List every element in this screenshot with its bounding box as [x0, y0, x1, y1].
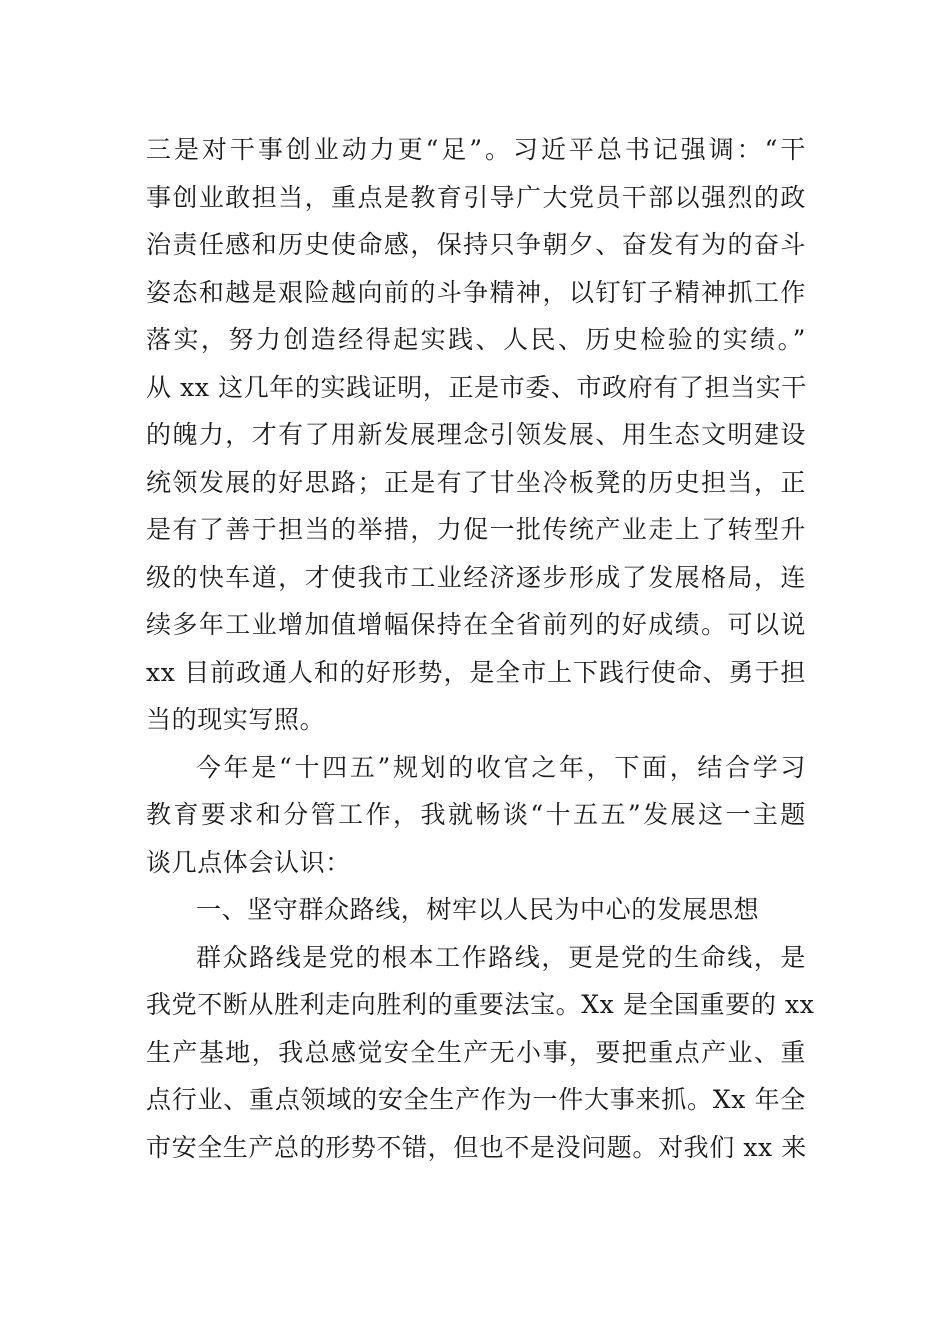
document-body	[146, 126, 815, 1171]
text-line: 统领发展的好思路；正是有了甘坐冷板凳的历史担当，正	[146, 467, 806, 497]
text-line: 三是对干事创业动力更“足”。习近平总书记强调：“干	[146, 135, 806, 164]
text-line: 级的快车道，才使我市工业经济逐步形成了发展格局，连	[146, 562, 806, 592]
text-line: 姿态和越是艰险越向前的斗争精神，以钉钉子精神抓工作	[146, 277, 806, 307]
paragraph-mass-line	[146, 934, 815, 1172]
text-line: 从 xx 这几年的实践证明，正是市委、市政府有了担当实干	[146, 372, 807, 402]
text-line: 我党不断从胜利走向胜利的重要法宝。Xx 是全国重要的 xx	[146, 990, 815, 1019]
text-line: 治责任感和历史使命感，保持只争朝夕、奋发有为的奋斗	[146, 230, 806, 259]
text-line: 续多年工业增加值增幅保持在全省前列的好成绩。可以说	[146, 610, 806, 639]
text-line: 谈几点体会认识：	[146, 847, 351, 877]
text-line: 是有了善于担当的举措，力促一批传统产业走上了转型升	[146, 515, 806, 544]
text-line: 群众路线是党的根本工作路线，更是党的生命线，是	[196, 942, 806, 972]
text-line: xx 目前政通人和的好形势，是全市上下践行使命、勇于担	[146, 657, 806, 687]
text-line: 事创业敢担当，重点是教育引导广大党员干部以强烈的政	[146, 182, 806, 212]
text-line: 市安全生产总的形势不错，但也不是没问题。对我们 xx 来	[146, 1132, 807, 1162]
text-line: 生产基地，我总感觉安全生产无小事，要把重点产业、重	[146, 1037, 806, 1067]
text-line: 教育要求和分管工作，我就畅谈“十五五”发展这一主题	[146, 800, 806, 829]
heading-line: 一、坚守群众路线，树牢以人民为中心的发展思想	[196, 895, 760, 924]
text-line: 今年是“十四五”规划的收官之年，下面，结合学习	[196, 752, 806, 782]
paragraph-intro	[146, 744, 806, 887]
paragraph-responsibility	[146, 126, 806, 744]
section-heading	[146, 886, 806, 934]
text-line: 当的现实写照。	[146, 705, 326, 734]
text-line: 点行业、重点领域的安全生产作为一件大事来抓。Xx 年全	[146, 1085, 806, 1114]
text-line: 的魄力，才有了用新发展理念引领发展、用生态文明建设	[146, 420, 806, 449]
text-line: 落实，努力创造经得起实践、人民、历史检验的实绩。”	[146, 325, 806, 354]
